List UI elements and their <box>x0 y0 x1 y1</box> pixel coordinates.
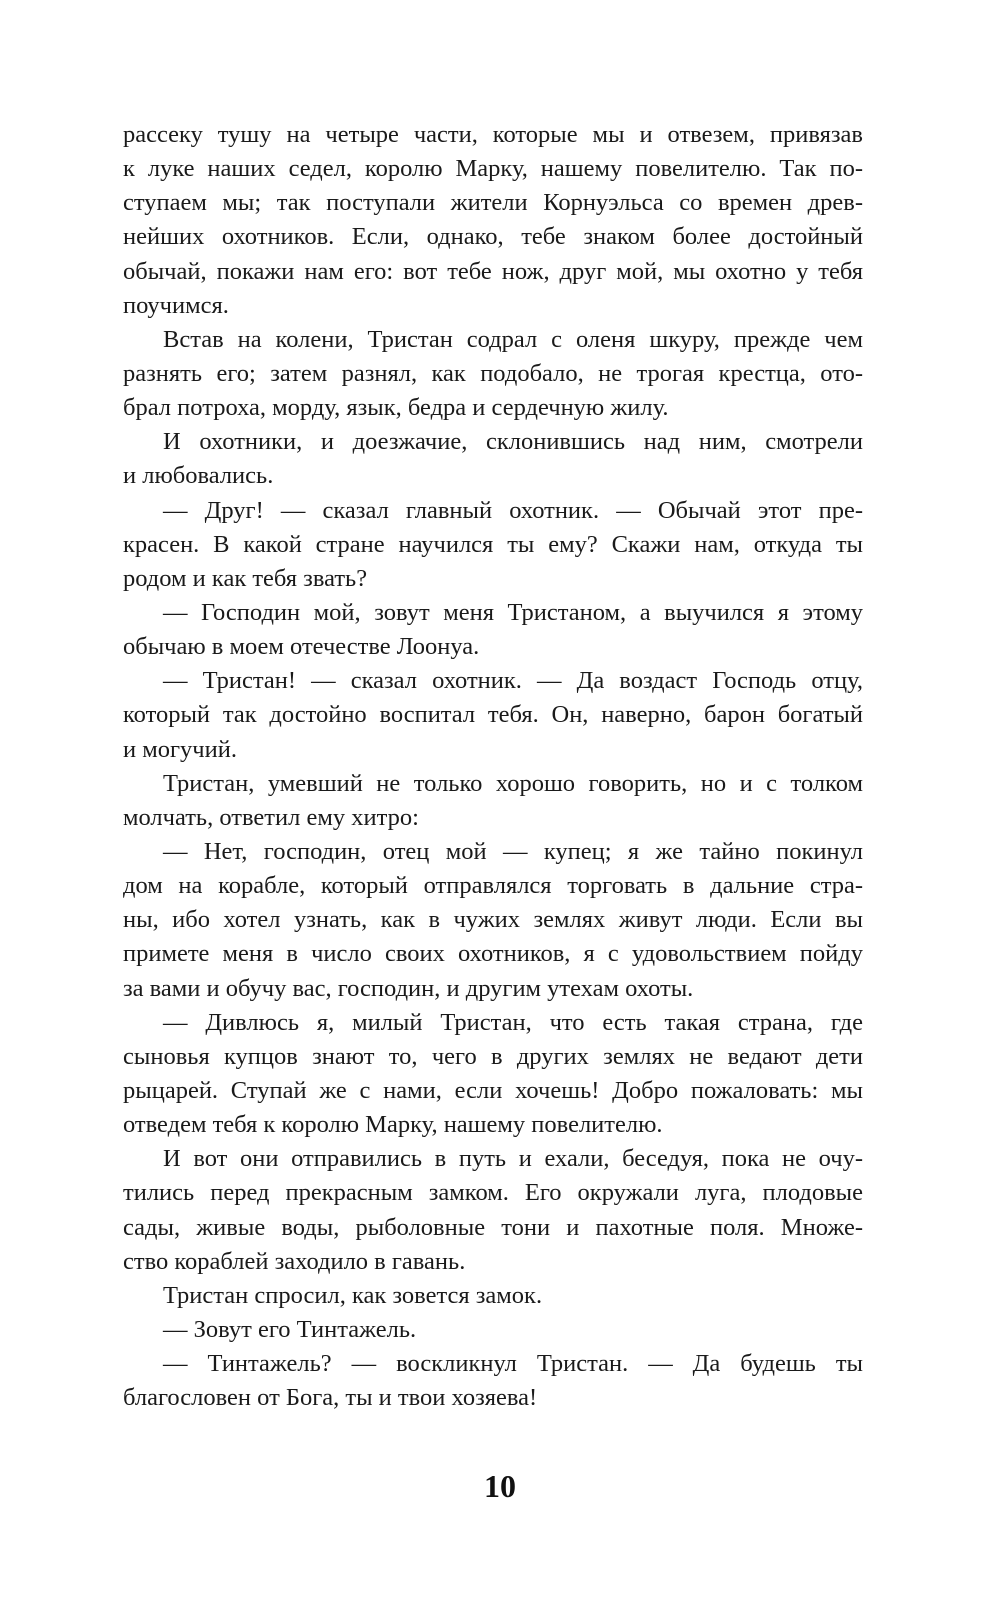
text-line: ступаем мы; так поступали жители Корнуэльса со времен древ- <box>123 189 863 217</box>
paragraph <box>123 767 863 835</box>
text-line: красен. В какой стране научился ты ему? Скажи нам, откуда ты <box>123 530 863 558</box>
paragraph <box>123 596 863 664</box>
paragraph <box>123 118 863 323</box>
text-line: брал потроха, морду, язык, бедра и сердечную жилу. <box>123 394 669 422</box>
text-line: тились перед прекрасным замком. Его окружали луга, плодовые <box>123 1179 863 1207</box>
text-line: — Зовут его Тинтажель. <box>163 1315 417 1343</box>
text-line: благословен от Бога, ты и твои хозяева! <box>123 1384 538 1412</box>
paragraph <box>123 1313 863 1347</box>
text-line: — Нет, господин, отец мой — купец; я же тайно покинул <box>163 837 863 865</box>
text-line: поучимся. <box>123 291 229 319</box>
paragraph <box>123 494 863 596</box>
text-line: и любовались. <box>123 462 274 490</box>
text-line: родом и как тебя звать? <box>123 564 368 592</box>
text-line: Встав на колени, Тристан содрал с оленя шкуру, прежде чем <box>163 325 863 353</box>
text-line: сады, живые воды, рыболовные тони и пахотные поля. Множе- <box>123 1213 863 1241</box>
text-line: — Тристан! — сказал охотник. — Да воздаст Господь отцу, <box>163 667 863 695</box>
text-line: Тристан спросил, как зовется замок. <box>163 1281 543 1309</box>
paragraph <box>123 425 863 493</box>
text-line: — Дивлюсь я, милый Тристан, что есть такая страна, где <box>163 1008 863 1036</box>
paragraph <box>123 1347 863 1415</box>
text-line: ны, ибо хотел узнать, как в чужих землях живут люди. Если вы <box>123 906 863 934</box>
page-body-text <box>123 118 863 1415</box>
text-line: дом на корабле, который отправлялся торговать в дальние стра- <box>123 872 863 900</box>
paragraph <box>123 1279 863 1313</box>
text-line: — Друг! — сказал главный охотник. — Обычай этот пре- <box>163 496 863 524</box>
text-line: рассеку тушу на четыре части, которые мы и отвезем, привязав <box>123 121 863 148</box>
text-line: разнять его; затем разнял, как подобало, не трогая крестца, ото- <box>123 359 863 387</box>
text-line: сыновья купцов знают то, чего в других землях не ведают дети <box>123 1042 863 1070</box>
text-line: который так достойно воспитал тебя. Он, наверно, барон богатый <box>123 701 863 729</box>
paragraph <box>123 1142 863 1279</box>
text-line: Тристан, умевший не только хорошо говорить, но и с толком <box>163 769 863 797</box>
text-line: ство кораблей заходило в гавань. <box>123 1247 466 1275</box>
text-line: молчать, ответил ему хитро: <box>123 803 419 831</box>
text-line: за вами и обучу вас, господин, и другим утехам охоты. <box>123 974 694 1002</box>
text-line: примете меня в число своих охотников, я с удовольствием пойду <box>123 940 863 968</box>
page-number: 10 <box>484 1468 516 1504</box>
text-line: — Тинтажель? — воскликнул Тристан. — Да будешь ты <box>163 1350 863 1378</box>
paragraph <box>123 1006 863 1143</box>
text-line: нейших охотников. Если, однако, тебе знаком более достойный <box>123 223 863 251</box>
text-line: отведем тебя к королю Марку, нашему повелителю. <box>123 1111 663 1139</box>
text-line: И вот они отправились в путь и ехали, беседуя, пока не очу- <box>163 1145 863 1173</box>
text-line: к луке наших седел, королю Марку, нашему повелителю. Так по- <box>123 155 863 183</box>
paragraph <box>123 835 863 1006</box>
paragraph <box>123 664 863 766</box>
text-line: обычай, покажи нам его: вот тебе нож, друг мой, мы охотно у тебя <box>123 257 863 285</box>
text-line: и могучий. <box>123 735 237 763</box>
text-line: рыцарей. Ступай же с нами, если хочешь! Добро пожаловать: мы <box>123 1076 863 1104</box>
text-line: И охотники, и доезжачие, склонившись над ним, смотрели <box>163 428 863 456</box>
text-line: — Господин мой, зовут меня Тристаном, а выучился я этому <box>163 598 863 626</box>
text-line: обычаю в моем отечестве Лоонуа. <box>123 633 480 661</box>
paragraph <box>123 323 863 425</box>
